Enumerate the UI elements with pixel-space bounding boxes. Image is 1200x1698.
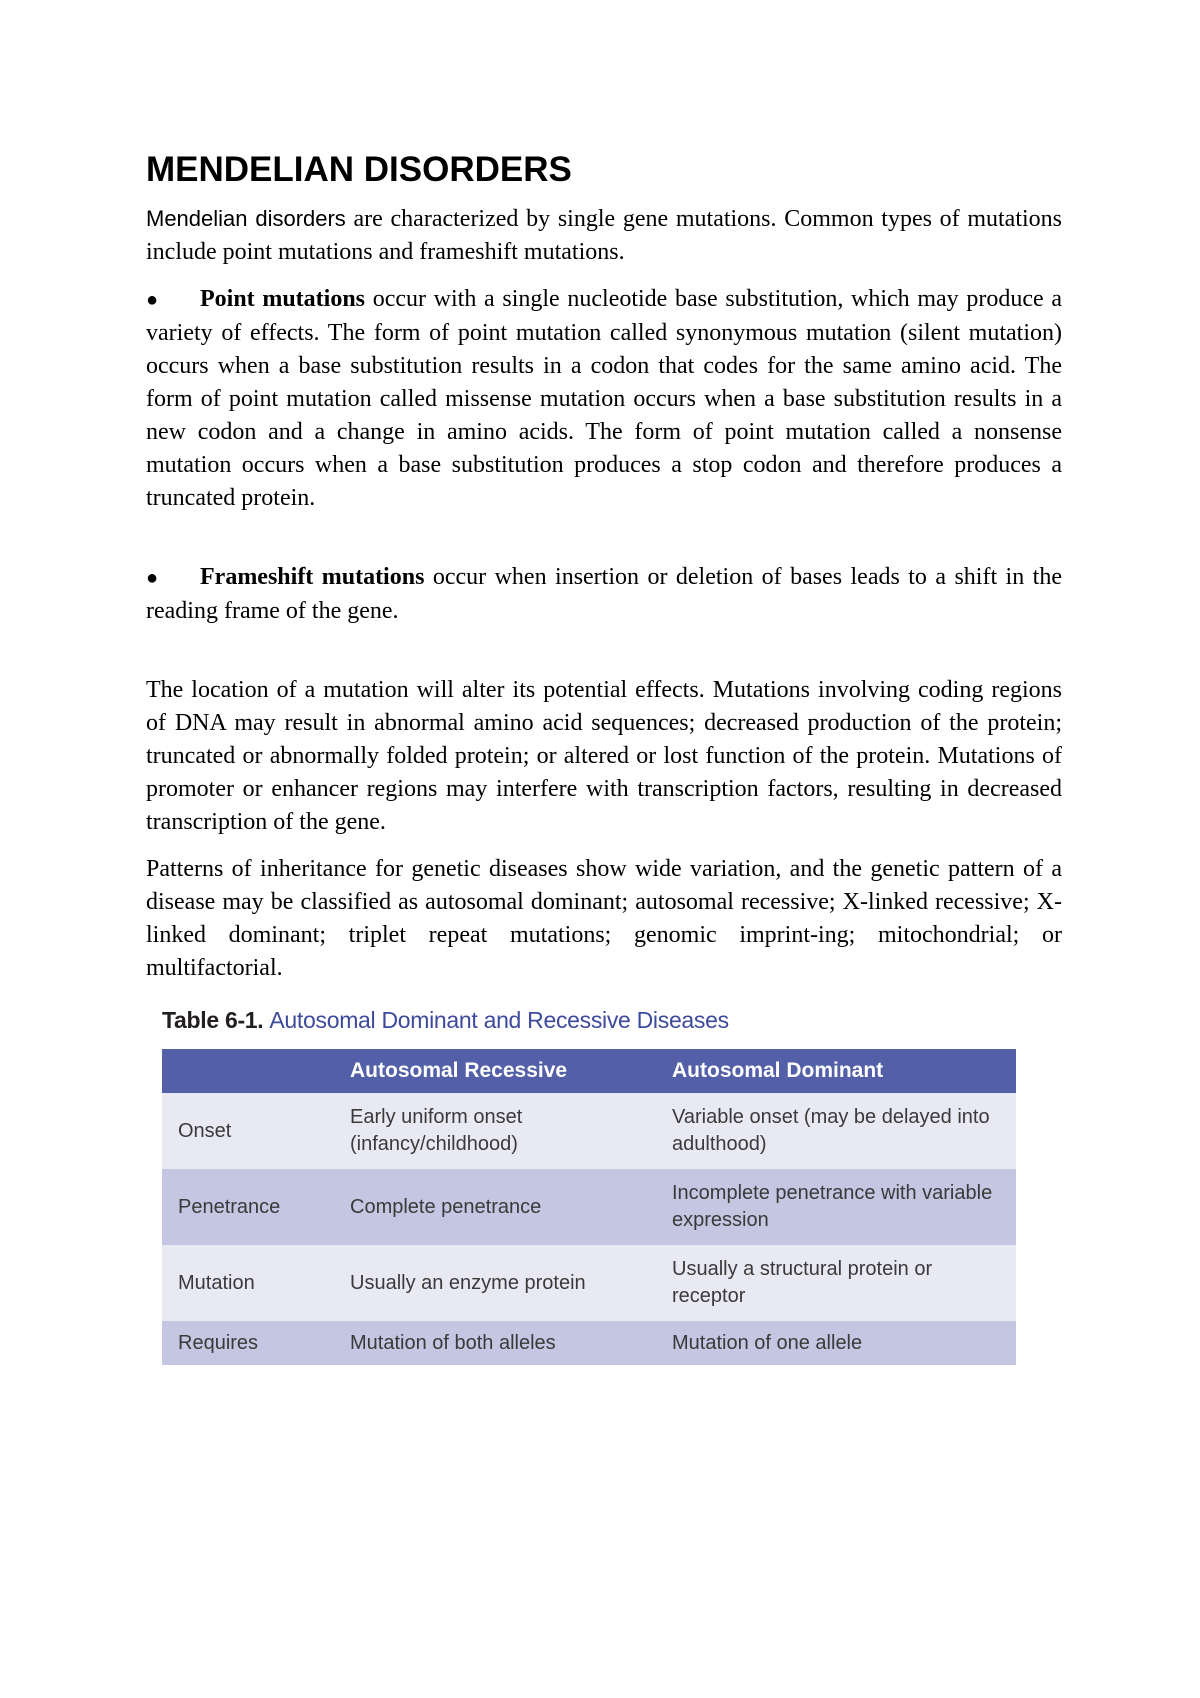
bullet-text: occur with a single nucleotide base substitution, which may produce a variety of effects. The form of point mutation called synonymous mutation (silent mutation) occurs when a base substitution results in a codon that codes for the same amino acid. The form of point mutation called missense mutation occurs when a base substitution results in a new codon and a change in amino acids. The form of point mutation called a nonsense mutation occurs when a base substitution produces a stop codon and therefore produces a truncated protein. (146, 286, 1062, 511)
bullet-frameshift-mutations (146, 561, 1062, 628)
cell-dominant: Incomplete penetrance with variable expression (656, 1169, 1016, 1245)
intro-lead: Mendelian disorders (146, 206, 346, 231)
bullet-icon: ● (146, 567, 159, 589)
table-name: Autosomal Dominant and Recessive Diseases (269, 1007, 729, 1033)
cell-recessive: Complete penetrance (334, 1169, 656, 1245)
bullet-term: Point mutations (200, 286, 366, 312)
cell-dominant: Variable onset (may be delayed into adulthood) (656, 1093, 1016, 1169)
cell-dominant: Usually a structural protein or receptor (656, 1245, 1016, 1321)
table-number: Table 6-1. (162, 1007, 264, 1033)
inheritance-patterns-paragraph: Patterns of inheritance for genetic diseases show wide variation, and the genetic pattern of a disease may be classified as autosomal dominant; autosomal recessive; X-linked recessive; X-linked dominant; triplet repeat mutations; genomic imprint-ing; mitochondrial; or multifactorial. (146, 856, 1062, 981)
disease-table (162, 1049, 1016, 1365)
mutation-location-paragraph: The location of a mutation will alter its potential effects. Mutations involving coding regions of DNA may result in abnormal amino acid sequences; decreased production of the protein; truncated or abnormally folded protein; or altered or lost function of the protein. Mutations of promoter or enhancer regions may interfere with transcription factors, resulting in decreased transcription of the gene. (146, 677, 1062, 835)
row-label: Onset (162, 1093, 334, 1169)
row-label: Penetrance (162, 1169, 334, 1245)
cell-dominant: Mutation of one allele (656, 1321, 1016, 1365)
intro-paragraph (146, 202, 1062, 269)
bullet-icon: ● (146, 289, 159, 311)
header-cell-recessive: Autosomal Recessive (334, 1049, 656, 1093)
table-caption (162, 1005, 1016, 1035)
cell-recessive: Usually an enzyme protein (334, 1245, 656, 1321)
page-title: MENDELIAN DISORDERS (146, 150, 572, 189)
document-page (146, 140, 1062, 1365)
table-header-row (162, 1049, 1016, 1093)
bullet-point-mutations (146, 283, 1062, 515)
table-row (162, 1169, 1016, 1245)
header-cell-blank (162, 1049, 334, 1093)
header-cell-dominant: Autosomal Dominant (656, 1049, 1016, 1093)
cell-recessive: Mutation of both alleles (334, 1321, 656, 1365)
cell-recessive: Early uniform onset (infancy/childhood) (334, 1093, 656, 1169)
table-row (162, 1245, 1016, 1321)
intro-text: are characterized by single gene mutations. Common types of mutations include point mutations and frameshift mutations. (146, 206, 1062, 265)
row-label: Requires (162, 1321, 334, 1365)
bullet-text: occur when insertion or deletion of bases leads to a shift in the reading frame of the gene. (146, 564, 1062, 624)
table-row (162, 1093, 1016, 1169)
table-figure (162, 1005, 1016, 1365)
bullet-term: Frameshift mutations (200, 564, 425, 590)
table-row (162, 1321, 1016, 1365)
row-label: Mutation (162, 1245, 334, 1321)
